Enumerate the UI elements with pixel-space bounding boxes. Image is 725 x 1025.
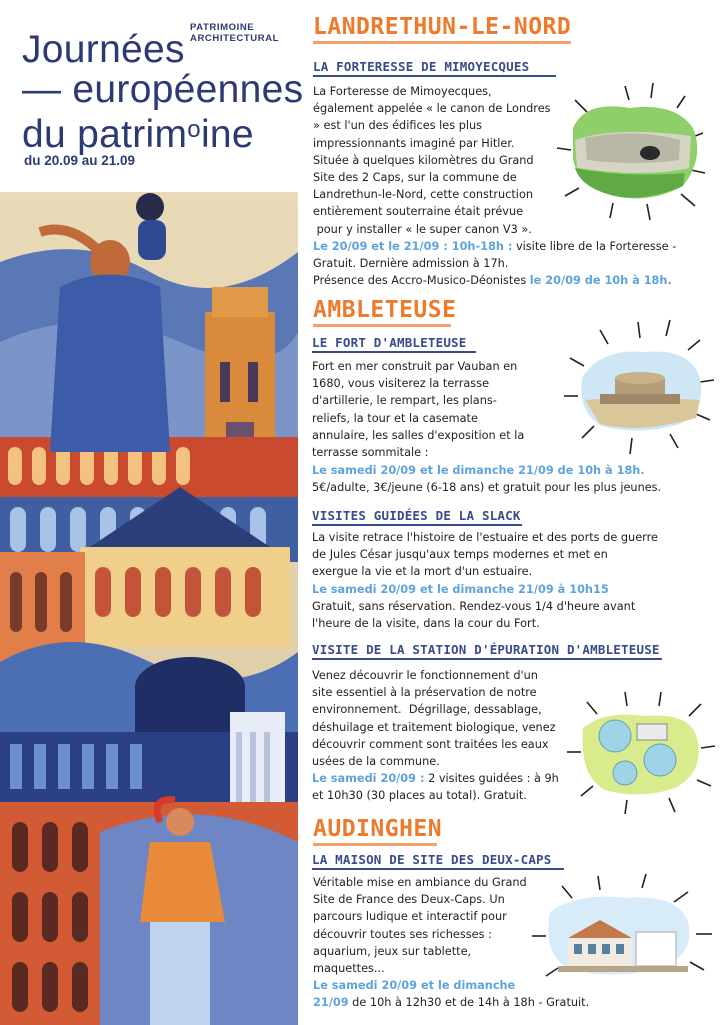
brand-title-line2: — européennes — [22, 68, 304, 111]
schedule-highlight: le 20/09 de 10h à 18h. — [529, 274, 672, 288]
mimoyecques-description: La Forteresse de Mimoyecques, également appelée « le canon de Londres » est l'un des édifices les plus impressionnants imaginé par Hitler. Située à quelques kilomètres du Grand Site des 2 Caps, sur la commune de Landrethun-le-Nord, cette construction entièrement souterraine était prévue pour y installer « le super canon V3 ». — [313, 85, 551, 236]
heritage-poster-image — [0, 192, 298, 1025]
brand-title-line3: du patrim$^o$ine — [22, 113, 254, 156]
brand-dates: du 20.09 au 21.09 — [24, 153, 136, 168]
fort-schedule: Le samedi 20/09 et le dimanche 21/09 de 10h à 18h. 5€/adulte, 3€/jeune (6-18 ans) et gratuit pour les plus jeunes. — [312, 462, 717, 496]
brand-title-line1: Journées — [22, 28, 185, 71]
fort-description: Fort en mer construit par Vauban en 1680, vous visiterez la terrasse d'artillerie, le rempart, les plans- reliefs, la tour et la casemate annulaire, les salles d'exposition et la terrasse sommitale : — [312, 360, 525, 460]
maison-photo — [528, 872, 718, 992]
section-title-station: VISITE DE LA STATION D'ÉPURATION D'AMBLETEUSE — [312, 642, 662, 660]
town-heading-audinghen: AUDINGHEN — [313, 816, 442, 846]
brand-subtitle-line2: ARCHITECTURAL — [190, 33, 280, 44]
town-underline — [313, 843, 437, 846]
mimoyecques-schedule: Le 20/09 et le 21/09 : 10h-18h : visite libre de la Forteresse - Gratuit. Dernière admission à 17h. Présence des Accro-Musico-Déonistes le 20/09 de 10h à 18h. — [313, 240, 677, 288]
schedule-highlight: Le samedi 20/09 et le dimanche 21/09 de 10h à 18h. — [312, 464, 645, 477]
town-heading-landrethun: LANDRETHUN-LE-NORD — [313, 14, 571, 44]
section-underline — [312, 524, 522, 526]
maison-description: Véritable mise en ambiance du Grand Site de France des Deux-Caps. Un parcours ludique et interactif pour découvrir toutes ses richesses : aquarium, jeux sur tablette, maquettes... Le samedi 20/09 et le dimanche 21/09 de 10h à 12h30 et de 14h à 18h - Gratuit. — [313, 876, 590, 1010]
schedule-highlight: Le samedi 20/09 et le dimanche 21/09 à 10h15 — [312, 582, 609, 596]
schedule-highlight: 21/09 — [313, 996, 349, 1010]
station-description: Venez découvrir le fonctionnement d'un site essentiel à la préservation de notre environnement. Dégrillage, dessablage, déshuilage et traitement biologique, venez découvrir comment sont traitées les eaux usées de la commune. Le samedi 20/09 : 2 visites guidées : à 9h et 10h30 (30 places au total). Gratuit. — [312, 669, 559, 803]
section-title-slack: VISITES GUIDÉES DE LA SLACK — [312, 508, 522, 526]
section-underline — [312, 868, 564, 870]
section-title-fort: LE FORT D'AMBLETEUSE — [312, 335, 476, 353]
schedule-highlight: Le 20/09 et le 21/09 : 10h-18h : — [313, 240, 513, 253]
schedule-highlight: Le samedi 20/09 et le dimanche — [313, 979, 516, 993]
section-title-maison: LA MAISON DE SITE DES DEUX-CAPS — [312, 852, 564, 870]
town-heading-ambleteuse: AMBLETEUSE — [313, 297, 456, 327]
brand-title — [22, 30, 303, 155]
brand-header — [0, 0, 304, 190]
section-underline — [312, 658, 662, 660]
slack-description: La visite retrace l'histoire de l'estuaire et des ports de guerre de Jules César jusqu'aux temps modernes et met en exergue la vie et la mort d'un estuaire. Le samedi 20/09 et le dimanche 21/09 à 10h15 Gratuit, sans réservation. Rendez-vous 1/4 d'heure avant l'heure de la visite, dans la cour du Fort. — [312, 529, 717, 632]
schedule-highlight: Le samedi 20/09 : — [312, 772, 425, 786]
town-underline — [313, 324, 451, 327]
mimoyecques-photo — [555, 78, 715, 228]
fort-photo — [560, 318, 720, 458]
section-underline — [312, 351, 476, 353]
section-title-mimoyecques: LA FORTERESSE DE MIMOYECQUES — [313, 59, 556, 77]
town-underline — [313, 41, 571, 44]
poster-illustration — [0, 192, 298, 1025]
section-underline — [313, 75, 556, 77]
brand-subtitle-line1: PATRIMOINE — [190, 22, 255, 33]
brand-title-small-o: o — [187, 116, 201, 143]
station-drawing — [565, 688, 720, 818]
